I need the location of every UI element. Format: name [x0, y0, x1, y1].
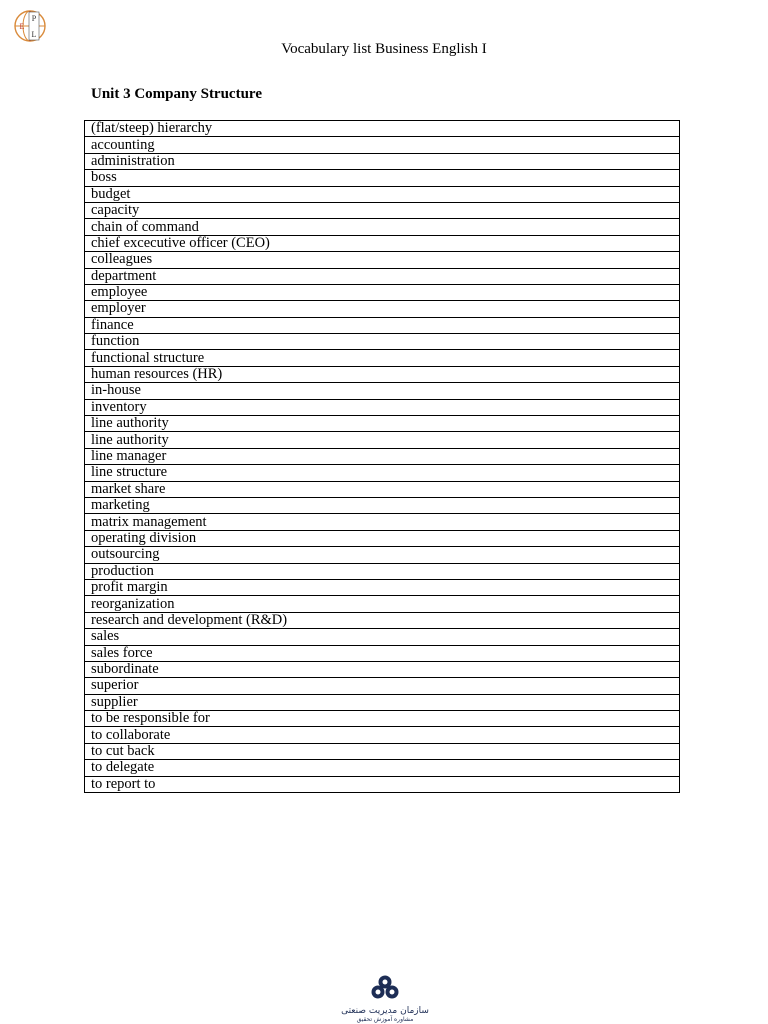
organization-emblem-icon: [368, 974, 402, 1000]
vocabulary-term: to be responsible for: [85, 711, 680, 727]
table-row: [85, 153, 680, 169]
table-row: [85, 547, 680, 563]
logo-letter-p: P: [31, 14, 37, 23]
table-row: [85, 497, 680, 513]
vocabulary-term: line manager: [85, 448, 680, 464]
table-row: [85, 317, 680, 333]
logo-letter-l: L: [31, 30, 37, 39]
vocabulary-term: supplier: [85, 694, 680, 710]
vocabulary-term: sales force: [85, 645, 680, 661]
vocabulary-term: to delegate: [85, 760, 680, 776]
unit-title: Unit 3 Company Structure: [91, 86, 262, 102]
table-row: [85, 121, 680, 137]
table-row: [85, 170, 680, 186]
vocabulary-term: production: [85, 563, 680, 579]
vocabulary-term: administration: [85, 153, 680, 169]
vocabulary-table: [84, 120, 680, 793]
vocabulary-term: line authority: [85, 432, 680, 448]
table-row: [85, 645, 680, 661]
vocabulary-term: inventory: [85, 399, 680, 415]
vocabulary-term: budget: [85, 186, 680, 202]
table-row: [85, 219, 680, 235]
table-row: [85, 481, 680, 497]
table-row: [85, 202, 680, 218]
table-row: [85, 301, 680, 317]
table-row: [85, 596, 680, 612]
vocabulary-term: research and development (R&D): [85, 612, 680, 628]
table-row: [85, 678, 680, 694]
vocabulary-term: outsourcing: [85, 547, 680, 563]
table-row: [85, 661, 680, 677]
vocabulary-term: human resources (HR): [85, 366, 680, 382]
table-row: [85, 350, 680, 366]
vocabulary-term: market share: [85, 481, 680, 497]
company-logo: [12, 8, 48, 44]
table-row: [85, 612, 680, 628]
logo-letter-e: E: [19, 22, 25, 31]
table-row: [85, 284, 680, 300]
vocabulary-term: employee: [85, 284, 680, 300]
vocabulary-term: reorganization: [85, 596, 680, 612]
vocabulary-term: capacity: [85, 202, 680, 218]
table-row: [85, 235, 680, 251]
vocabulary-table-body: [85, 121, 680, 793]
vocabulary-term: sales: [85, 629, 680, 645]
table-row: [85, 465, 680, 481]
vocabulary-term: in-house: [85, 383, 680, 399]
vocabulary-term: to report to: [85, 776, 680, 792]
vocabulary-term: department: [85, 268, 680, 284]
table-row: [85, 776, 680, 792]
table-row: [85, 727, 680, 743]
vocabulary-term: chain of command: [85, 219, 680, 235]
footer-org-name: سازمان مدیریت صنعتی: [341, 1006, 429, 1016]
table-row: [85, 514, 680, 530]
vocabulary-term: superior: [85, 678, 680, 694]
table-row: [85, 694, 680, 710]
vocabulary-term: to cut back: [85, 743, 680, 759]
table-row: [85, 563, 680, 579]
table-row: [85, 366, 680, 382]
vocabulary-term: colleagues: [85, 252, 680, 268]
table-row: [85, 383, 680, 399]
table-row: [85, 448, 680, 464]
table-row: [85, 416, 680, 432]
table-row: [85, 186, 680, 202]
vocabulary-term: chief excecutive officer (CEO): [85, 235, 680, 251]
table-row: [85, 579, 680, 595]
vocabulary-term: finance: [85, 317, 680, 333]
vocabulary-term: line structure: [85, 465, 680, 481]
footer-logo: [340, 974, 430, 1024]
table-row: [85, 760, 680, 776]
table-row: [85, 334, 680, 350]
vocabulary-term: line authority: [85, 416, 680, 432]
vocabulary-term: matrix management: [85, 514, 680, 530]
vocabulary-term: subordinate: [85, 661, 680, 677]
table-row: [85, 743, 680, 759]
table-row: [85, 711, 680, 727]
table-row: [85, 268, 680, 284]
table-row: [85, 252, 680, 268]
table-row: [85, 530, 680, 546]
vocabulary-term: boss: [85, 170, 680, 186]
vocabulary-term: accounting: [85, 137, 680, 153]
document-header-title: Vocabulary list Business English I: [281, 41, 487, 57]
vocabulary-term: (flat/steep) hierarchy: [85, 121, 680, 137]
table-row: [85, 137, 680, 153]
table-row: [85, 432, 680, 448]
vocabulary-term: profit margin: [85, 579, 680, 595]
vocabulary-term: functional structure: [85, 350, 680, 366]
footer-org-tagline: مشاوره آموزش تحقیق: [356, 1016, 414, 1023]
vocabulary-term: to collaborate: [85, 727, 680, 743]
vocabulary-term: function: [85, 334, 680, 350]
vocabulary-term: operating division: [85, 530, 680, 546]
vocabulary-term: employer: [85, 301, 680, 317]
table-row: [85, 399, 680, 415]
globe-logo-icon: [12, 8, 48, 44]
table-row: [85, 629, 680, 645]
vocabulary-term: marketing: [85, 497, 680, 513]
